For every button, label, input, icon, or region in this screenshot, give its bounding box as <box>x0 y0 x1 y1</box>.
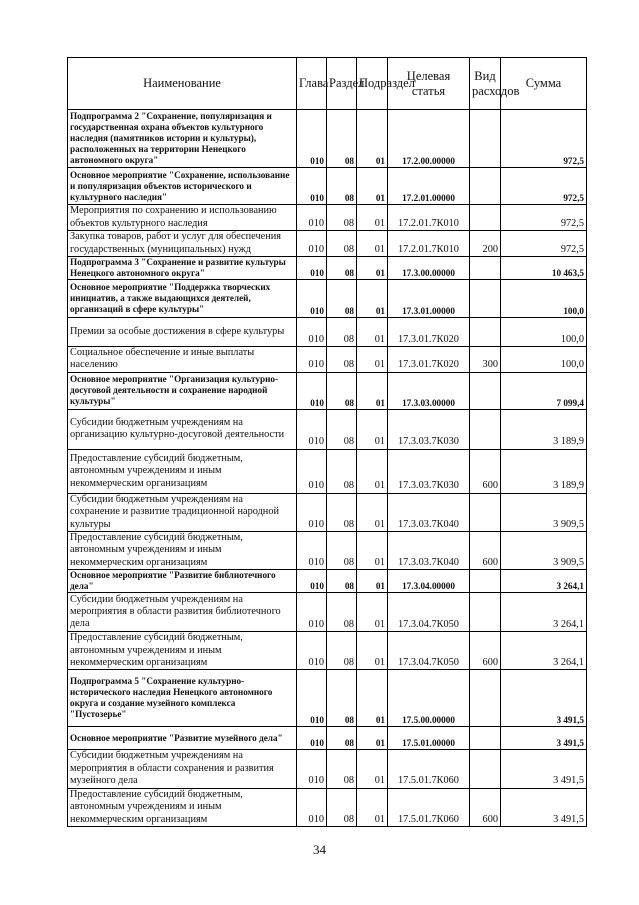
name-cell: Основное мероприятие "Поддержка творческих инициатив, а также выдающихся деятелей, организаций в сфере культуры" <box>68 280 297 318</box>
podrazdel-cell: 01 <box>357 205 388 231</box>
name-cell: Премии за особые достижения в сфере культуры <box>68 318 297 347</box>
razdel-cell: 08 <box>327 168 357 205</box>
vid-cell <box>470 205 501 231</box>
table-row <box>68 632 587 670</box>
razdel-cell: 08 <box>327 110 357 168</box>
table-row <box>68 788 587 826</box>
razdel-cell: 08 <box>327 347 357 373</box>
podrazdel-cell: 01 <box>357 632 388 670</box>
razdel-cell: 08 <box>327 750 357 788</box>
name-cell: Мероприятия по сохранению и использованию объектов культурного наследия <box>68 205 297 231</box>
name-cell: Подпрограмма 2 "Сохранение, популяризация и государственная охрана объектов культурного наследия (памятников истории и культуры), расположенных на территории Ненецкого автономного округа" <box>68 110 297 168</box>
table-row <box>68 110 587 168</box>
vid-cell <box>470 727 501 750</box>
target-cell: 17.5.01.7К060 <box>388 750 470 788</box>
target-cell: 17.3.03.7К040 <box>388 493 470 531</box>
vid-cell: 300 <box>470 347 501 373</box>
table-row <box>68 449 587 493</box>
podrazdel-cell: 01 <box>357 532 388 570</box>
vid-cell: 600 <box>470 532 501 570</box>
name-cell: Основное мероприятие "Сохранение, использование и популяризация объектов исторического и культурного наследия" <box>68 168 297 205</box>
glava-cell: 010 <box>297 788 327 826</box>
sum-cell: 3 491,5 <box>501 727 587 750</box>
target-cell: 17.3.01.7К020 <box>388 347 470 373</box>
name-cell: Предоставление субсидий бюджетным, автономным учреждениям и иным некоммерческим организациям <box>68 449 297 493</box>
sum-cell: 972,5 <box>501 110 587 168</box>
glava-cell: 010 <box>297 449 327 493</box>
razdel-cell: 08 <box>327 409 357 449</box>
vid-cell: 200 <box>470 231 501 257</box>
name-cell: Основное мероприятие "Развитие музейного дела" <box>68 727 297 750</box>
vid-cell <box>470 570 501 593</box>
table-row <box>68 168 587 205</box>
glava-cell: 010 <box>297 231 327 257</box>
sum-cell: 972,5 <box>501 205 587 231</box>
sum-cell: 3 491,5 <box>501 788 587 826</box>
table-row <box>68 280 587 318</box>
table-row <box>68 532 587 570</box>
name-cell: Основное мероприятие "Организация культурно-досуговой деятельности и сохранение народной культуры" <box>68 372 297 409</box>
budget-table <box>67 57 587 827</box>
podrazdel-cell: 01 <box>357 372 388 409</box>
vid-cell <box>470 318 501 347</box>
name-cell: Подпрограмма 5 "Сохранение культурно-исторического наследия Ненецкого автономного округа и создание музейного комплекса "Пустозерье" <box>68 670 297 727</box>
name-cell: Основное мероприятие "Развитие библиотечного дела" <box>68 570 297 593</box>
target-cell: 17.2.01.7К010 <box>388 205 470 231</box>
podrazdel-cell: 01 <box>357 727 388 750</box>
vid-cell <box>470 409 501 449</box>
sum-cell: 100,0 <box>501 280 587 318</box>
target-cell: 17.5.01.00000 <box>388 727 470 750</box>
razdel-cell: 08 <box>327 318 357 347</box>
table-row <box>68 493 587 531</box>
glava-cell: 010 <box>297 570 327 593</box>
podrazdel-cell: 01 <box>357 110 388 168</box>
table-row <box>68 750 587 788</box>
vid-cell <box>470 372 501 409</box>
glava-cell: 010 <box>297 110 327 168</box>
header-podrazdel: Подраздел <box>357 58 388 110</box>
target-cell: 17.3.03.00000 <box>388 372 470 409</box>
target-cell: 17.3.04.7К050 <box>388 632 470 670</box>
table-row <box>68 409 587 449</box>
vid-cell <box>470 110 501 168</box>
sum-cell: 972,5 <box>501 231 587 257</box>
sum-cell: 7 099,4 <box>501 372 587 409</box>
razdel-cell: 08 <box>327 670 357 727</box>
vid-cell <box>470 593 501 632</box>
target-cell: 17.5.01.7К060 <box>388 788 470 826</box>
name-cell: Субсидии бюджетным учреждениям на сохранение и развитие традиционной народной культуры <box>68 493 297 531</box>
page-number: 34 <box>313 842 326 857</box>
podrazdel-cell: 01 <box>357 593 388 632</box>
vid-cell <box>470 280 501 318</box>
glava-cell: 010 <box>297 750 327 788</box>
table-row <box>68 670 587 727</box>
vid-cell <box>470 750 501 788</box>
name-cell: Субсидии бюджетным учреждениям на мероприятия в области сохранения и развития музейного дела <box>68 750 297 788</box>
target-cell: 17.3.00.00000 <box>388 257 470 280</box>
table-row <box>68 347 587 373</box>
target-cell: 17.2.01.7К010 <box>388 231 470 257</box>
table-row <box>68 593 587 632</box>
table-body <box>68 110 587 827</box>
table-row <box>68 318 587 347</box>
target-cell: 17.2.01.00000 <box>388 168 470 205</box>
target-cell: 17.3.01.00000 <box>388 280 470 318</box>
name-cell: Предоставление субсидий бюджетным, автономным учреждениям и иным некоммерческим организациям <box>68 788 297 826</box>
vid-cell <box>470 670 501 727</box>
razdel-cell: 08 <box>327 280 357 318</box>
header-glava: Глава <box>297 58 327 110</box>
podrazdel-cell: 01 <box>357 750 388 788</box>
podrazdel-cell: 01 <box>357 168 388 205</box>
table-row <box>68 231 587 257</box>
podrazdel-cell: 01 <box>357 449 388 493</box>
vid-cell: 600 <box>470 788 501 826</box>
sum-cell: 3 491,5 <box>501 750 587 788</box>
name-cell: Субсидии бюджетным учреждениям на организацию культурно-досуговой деятельности <box>68 409 297 449</box>
glava-cell: 010 <box>297 372 327 409</box>
name-cell: Предоставление субсидий бюджетным, автономным учреждениям и иным некоммерческим организациям <box>68 632 297 670</box>
vid-cell: 600 <box>470 632 501 670</box>
vid-cell: 600 <box>470 449 501 493</box>
razdel-cell: 08 <box>327 205 357 231</box>
table-row <box>68 570 587 593</box>
sum-cell: 3 909,5 <box>501 493 587 531</box>
podrazdel-cell: 01 <box>357 318 388 347</box>
target-cell: 17.3.03.7К040 <box>388 532 470 570</box>
name-cell: Подпрограмма 3 "Сохранение и развитие культуры Ненецкого автономного округа" <box>68 257 297 280</box>
razdel-cell: 08 <box>327 493 357 531</box>
header-razdel: Раздел <box>327 58 357 110</box>
table-row <box>68 727 587 750</box>
sum-cell: 3 909,5 <box>501 532 587 570</box>
table-header-row <box>68 58 587 110</box>
glava-cell: 010 <box>297 727 327 750</box>
target-cell: 17.5.00.00000 <box>388 670 470 727</box>
sum-cell: 100,0 <box>501 318 587 347</box>
sum-cell: 3 264,1 <box>501 593 587 632</box>
glava-cell: 010 <box>297 670 327 727</box>
name-cell: Субсидии бюджетным учреждениям на мероприятия в области развития библиотечного дела <box>68 593 297 632</box>
glava-cell: 010 <box>297 593 327 632</box>
podrazdel-cell: 01 <box>357 257 388 280</box>
name-cell: Закупка товаров, работ и услуг для обеспечения государственных (муниципальных) нужд <box>68 231 297 257</box>
podrazdel-cell: 01 <box>357 788 388 826</box>
razdel-cell: 08 <box>327 231 357 257</box>
glava-cell: 010 <box>297 205 327 231</box>
header-vid: Вид расходов <box>470 58 501 110</box>
target-cell: 17.3.03.7К030 <box>388 449 470 493</box>
glava-cell: 010 <box>297 168 327 205</box>
sum-cell: 100,0 <box>501 347 587 373</box>
glava-cell: 010 <box>297 280 327 318</box>
glava-cell: 010 <box>297 318 327 347</box>
razdel-cell: 08 <box>327 449 357 493</box>
target-cell: 17.3.04.7К050 <box>388 593 470 632</box>
sum-cell: 3 189,9 <box>501 449 587 493</box>
header-target: Целевая статья <box>388 58 470 110</box>
target-cell: 17.3.01.7К020 <box>388 318 470 347</box>
glava-cell: 010 <box>297 632 327 670</box>
razdel-cell: 08 <box>327 727 357 750</box>
sum-cell: 3 264,1 <box>501 570 587 593</box>
razdel-cell: 08 <box>327 593 357 632</box>
razdel-cell: 08 <box>327 257 357 280</box>
glava-cell: 010 <box>297 257 327 280</box>
sum-cell: 3 189,9 <box>501 409 587 449</box>
table-row <box>68 372 587 409</box>
vid-cell <box>470 168 501 205</box>
header-name: Наименование <box>68 58 297 110</box>
glava-cell: 010 <box>297 409 327 449</box>
podrazdel-cell: 01 <box>357 231 388 257</box>
header-sum: Сумма <box>501 58 587 110</box>
podrazdel-cell: 01 <box>357 493 388 531</box>
target-cell: 17.2.00.00000 <box>388 110 470 168</box>
sum-cell: 972,5 <box>501 168 587 205</box>
table-row <box>68 257 587 280</box>
sum-cell: 10 463,5 <box>501 257 587 280</box>
podrazdel-cell: 01 <box>357 347 388 373</box>
razdel-cell: 08 <box>327 632 357 670</box>
razdel-cell: 08 <box>327 570 357 593</box>
table-row <box>68 205 587 231</box>
glava-cell: 010 <box>297 347 327 373</box>
sum-cell: 3 264,1 <box>501 632 587 670</box>
target-cell: 17.3.04.00000 <box>388 570 470 593</box>
sum-cell: 3 491,5 <box>501 670 587 727</box>
glava-cell: 010 <box>297 493 327 531</box>
vid-cell <box>470 257 501 280</box>
vid-cell <box>470 493 501 531</box>
podrazdel-cell: 01 <box>357 670 388 727</box>
name-cell: Социальное обеспечение и иные выплаты населению <box>68 347 297 373</box>
glava-cell: 010 <box>297 532 327 570</box>
razdel-cell: 08 <box>327 372 357 409</box>
razdel-cell: 08 <box>327 532 357 570</box>
podrazdel-cell: 01 <box>357 280 388 318</box>
target-cell: 17.3.03.7К030 <box>388 409 470 449</box>
podrazdel-cell: 01 <box>357 409 388 449</box>
razdel-cell: 08 <box>327 788 357 826</box>
name-cell: Предоставление субсидий бюджетным, автономным учреждениям и иным некоммерческим организациям <box>68 532 297 570</box>
podrazdel-cell: 01 <box>357 570 388 593</box>
